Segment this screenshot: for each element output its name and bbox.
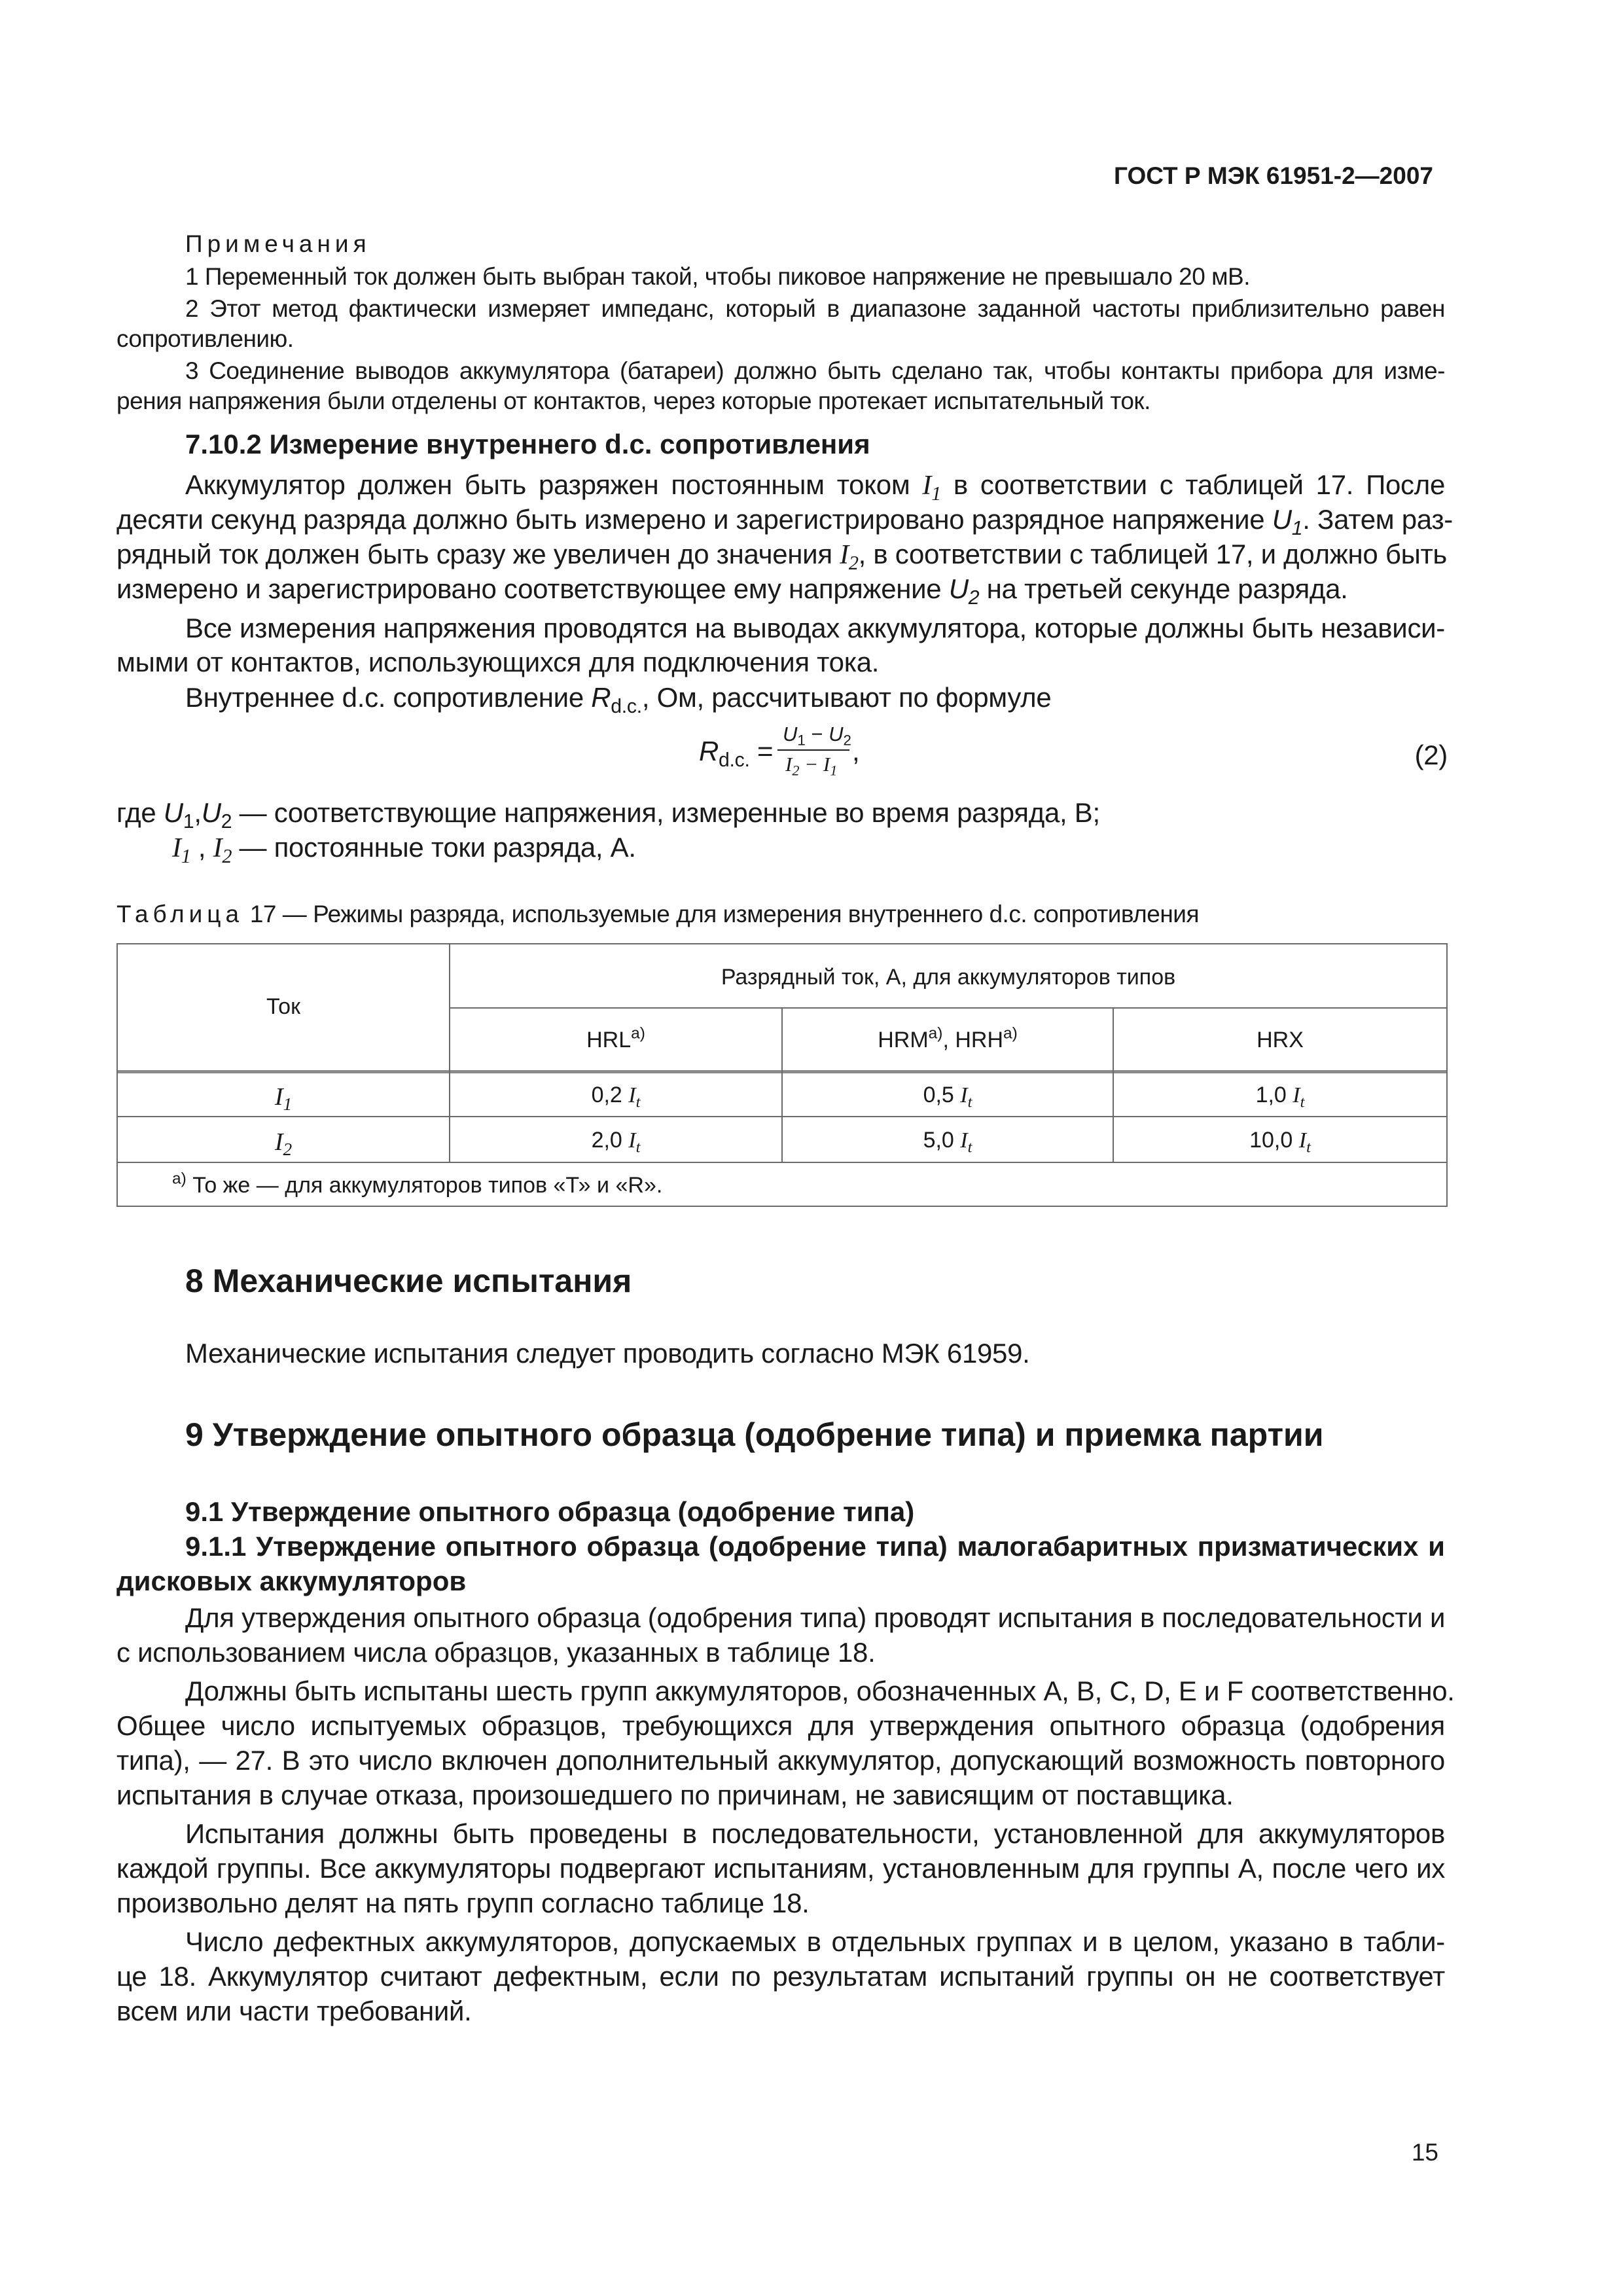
- note-3-line-2: рения напряжения были отделены от контактов, через которые протекает испытательный ток.: [116, 387, 1150, 414]
- table-header-hrx: HRX: [1257, 1028, 1304, 1052]
- sec7102-p2-line1: Все измерения напряжения проводятся на выводах аккумулятора, которые должны быть независи-: [185, 613, 1445, 643]
- fraction-bar: [777, 749, 849, 751]
- text-span: Таблица: [116, 901, 244, 927]
- table-footnote: [172, 1170, 663, 1198]
- sec9-p4-line1: Число дефектных аккумуляторов, допускаемых в отдельных группах и в целом, указано в табли-: [185, 1926, 1445, 1957]
- text-span: рядный ток должен быть сразу же увеличен до значения: [116, 539, 840, 569]
- text-span: на третьей секунде разряда.: [979, 573, 1348, 604]
- text-span: 0,5: [923, 1083, 961, 1107]
- table-border: [1446, 943, 1448, 1207]
- sec9-p3-line2: каждой группы. Все аккумуляторы подвергают испытаниям, установленным для группы А, после чего их: [116, 1853, 1445, 1884]
- superscript: а): [631, 1024, 645, 1043]
- text-span: , HRH: [942, 1028, 1003, 1052]
- table-header-hrl: [450, 1024, 781, 1053]
- formula-lhs: $R_{d.c.}$ =: [699, 736, 774, 772]
- text-span: 0,2: [591, 1083, 629, 1107]
- text-span: 10,0: [1249, 1128, 1299, 1153]
- table-cell: 1,0 $I_t$: [1255, 1083, 1305, 1111]
- text-span: — соответствующие напряжения, измеренные во время разряда, В;: [232, 797, 1100, 828]
- table-cell: 0,5 $I_t$: [923, 1083, 972, 1111]
- note-1: 1 Переменный ток должен быть выбран такой, чтобы пиковое напряжение не превышало 20 мВ.: [185, 263, 1251, 290]
- section-9-1-heading: 9.1 Утверждение опытного образца (одобрение типа): [185, 1496, 915, 1527]
- sec9-p3-line1: Испытания должны быть проведены в последовательности, установленной для аккумуляторов: [185, 1818, 1445, 1849]
- sec9-p2-line4: испытания в случае отказа, произошедшего по причинам, не зависящим от поставщика.: [116, 1780, 1234, 1810]
- superscript: а): [172, 1170, 187, 1188]
- table-row-i1-label: $I_1$: [274, 1083, 293, 1115]
- formula-comma: ,: [852, 736, 860, 766]
- text-span: 1,0: [1255, 1083, 1293, 1107]
- text-span: , в соответствии с таблицей 17, и должно быть: [858, 539, 1448, 569]
- section-9-1-1-heading-line1: 9.1.1 Утверждение опытного образца (одобрение типа) малогабаритных призматических и: [185, 1531, 1445, 1562]
- table-border: [116, 943, 118, 1207]
- text-span: 17 — Режимы разряда, используемые для измерения внутреннего d.c. сопротивления: [243, 901, 1199, 927]
- text-span: Аккумулятор должен быть разряжен постоянным током: [185, 469, 923, 500]
- sec9-p4-line3: всем или части требований.: [116, 1996, 472, 2026]
- where-line-2: $I_1$ , $I_2$ — постоянные токи разряда, А.: [172, 832, 636, 868]
- superscript: а): [928, 1024, 943, 1043]
- sec9-p3-line3: произвольно делят на пять групп согласно таблице 18.: [116, 1888, 810, 1918]
- text-span: , Ом, рассчитывают по формуле: [641, 682, 1052, 713]
- table-header-current: Ток: [266, 994, 300, 1019]
- text-span: — постоянные токи разряда, А.: [232, 832, 636, 863]
- sec7102-p1-line3: рядный ток должен быть сразу же увеличен до значения $I_2$, в соответствии с таблицей 17, и должно быть: [116, 539, 1448, 575]
- text-span: 2,0: [591, 1128, 629, 1153]
- text-span: . Затем раз-: [1302, 504, 1453, 535]
- formula-number: (2): [1414, 740, 1448, 770]
- sec7102-p1-line1: Аккумулятор должен быть разряжен постоянным током $I_1$ в соответствии с таблицей 17. После: [185, 469, 1445, 505]
- text-span: измерено и зарегистрировано соответствующее ему напряжение: [116, 573, 949, 604]
- document-id: ГОСТ Р МЭК 61951-2—2007: [1113, 162, 1433, 189]
- sec7102-p1-line2: десяти секунд разряда должно быть измерено и зарегистрировано разрядное напряжение $U_1$. Затем раз-: [116, 504, 1453, 540]
- note-2-line-2: сопротивлению.: [116, 325, 294, 352]
- text-span: HRM: [878, 1028, 929, 1052]
- table-cell: 0,2 $I_t$: [591, 1083, 641, 1111]
- sec7102-p1-line4: измерено и зарегистрировано соответствующее ему напряжение $U_2$ на третьей секунде разряда.: [116, 573, 1348, 609]
- text-span: десяти секунд разряда должно быть измерено и зарегистрировано разрядное напряжение: [116, 504, 1272, 535]
- section-9-1-1-heading-line2: дисковых аккумуляторов: [116, 1566, 467, 1596]
- formula-numerator: $U_1 - U_2$: [783, 723, 851, 749]
- sec9-p1-line2: с использованием числа образцов, указанных в таблице 18.: [116, 1637, 876, 1668]
- sec9-p4-line2: це 18. Аккумулятор считают дефектным, если по результатам испытаний группы он не соответствует: [116, 1961, 1445, 1992]
- table-cell: 2,0 $I_t$: [591, 1128, 641, 1157]
- sec7102-p3: Внутреннее d.c. сопротивление $R_{d.c.}$, Ом, рассчитывают по формуле: [185, 682, 1052, 718]
- table-cell: 5,0 $I_t$: [923, 1128, 972, 1157]
- superscript: а): [1003, 1024, 1018, 1043]
- table-row-i2-label: $I_2$: [274, 1128, 293, 1160]
- note-3-line-1: 3 Соединение выводов аккумулятора (батареи) должно быть сделано так, чтобы контакты прибора для изме-: [185, 357, 1445, 384]
- section-7-10-2-heading: 7.10.2 Измерение внутреннего d.c. сопротивления: [185, 429, 870, 459]
- page-number: 15: [1411, 2139, 1438, 2166]
- where-line-1: где $U_1,U_2$ — соответствующие напряжения, измеренные во время разряда, В;: [116, 797, 1100, 833]
- sec9-p2-line2: Общее число испытуемых образцов, требующихся для утверждения опытного образца (одобрения: [116, 1710, 1445, 1741]
- text-span: То же — для аккумуляторов типов «Т» и «R».: [186, 1173, 663, 1198]
- text-span: 5,0: [923, 1128, 961, 1153]
- section-8-text: Механические испытания следует проводить согласно МЭК 61959.: [185, 1338, 1030, 1369]
- note-2-line-1: 2 Этот метод фактически измеряет импеданс, который в диапазоне заданной частоты приблизительно равен: [185, 295, 1445, 322]
- text-span: Внутреннее d.c. сопротивление: [185, 682, 592, 713]
- table-border: [449, 1007, 1448, 1009]
- text-span: где: [116, 797, 164, 828]
- table-border: [116, 943, 1448, 944]
- section-8-heading: 8 Механические испытания: [185, 1263, 632, 1299]
- sec9-p1-line1: Для утверждения опытного образца (одобрения типа) проводят испытания в последовательности и: [185, 1602, 1446, 1633]
- table-header-group: Разрядный ток, А, для аккумуляторов типов: [721, 965, 1176, 990]
- table-17-caption: [116, 901, 1199, 928]
- sec9-p2-line1: Должны быть испытаны шесть групп аккумуляторов, обозначенных А, В, С, D, Е и F соответственно.: [185, 1676, 1455, 1706]
- section-9-heading: 9 Утверждение опытного образца (одобрение типа) и приемка партии: [185, 1416, 1324, 1453]
- sec7102-p2-line2: мыми от контактов, использующихся для подключения тока.: [116, 647, 880, 677]
- notes-title: Примечания: [185, 230, 371, 257]
- table-cell: 10,0 $I_t$: [1249, 1128, 1311, 1157]
- text-span: HRL: [586, 1028, 632, 1052]
- table-border: [116, 1206, 1448, 1207]
- table-header-hrm-hrh: [783, 1024, 1113, 1053]
- formula-denominator: $I_2 - I_1$: [785, 753, 838, 779]
- sec9-p2-line3: типа), — 27. В это число включен дополнительный аккумулятор, допускающий возможность повторного: [116, 1745, 1445, 1776]
- text-span: в соответствии с таблицей 17. После: [940, 469, 1445, 500]
